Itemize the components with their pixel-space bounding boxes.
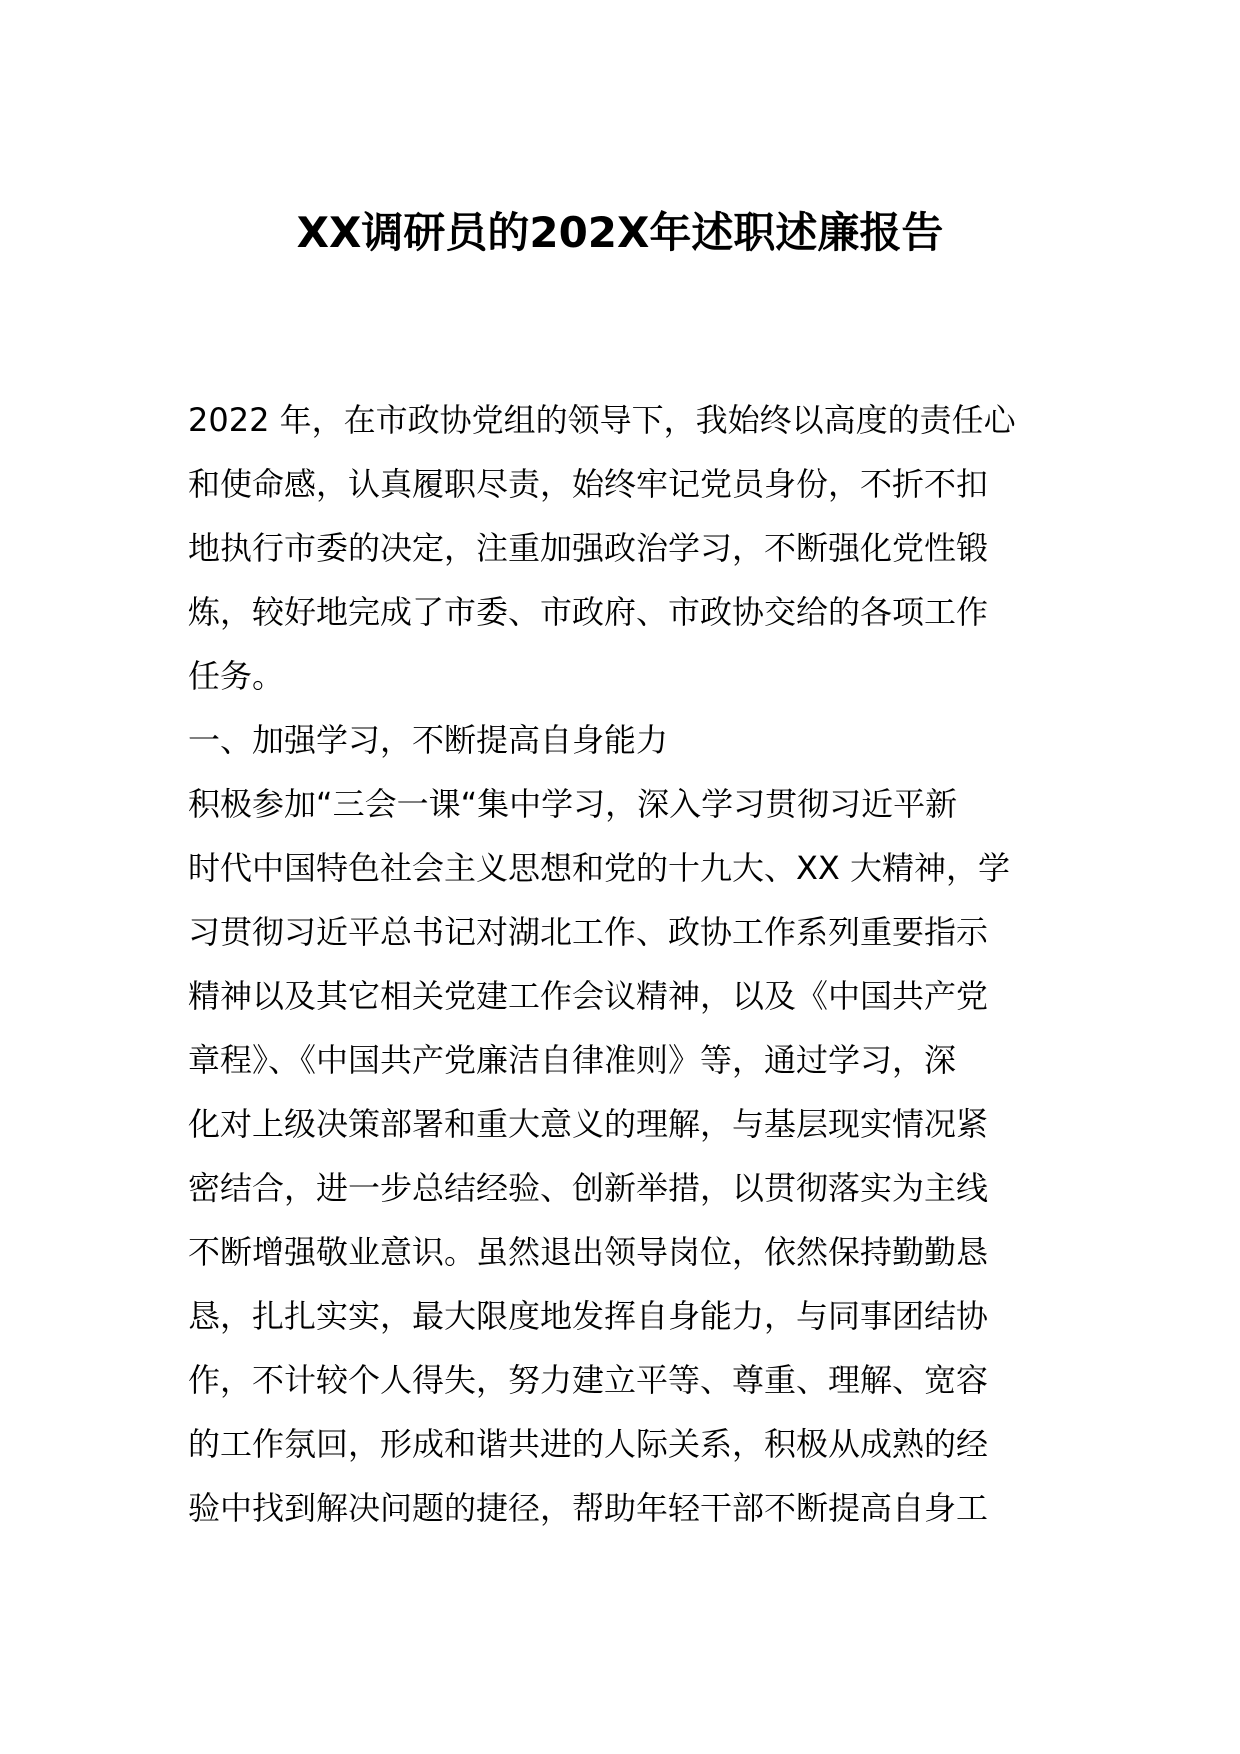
- body-line: 地执行市委的决定，注重加强政治学习，不断强化党性锻: [188, 529, 989, 567]
- body-line: 密结合，进一步总结经验、创新举措，以贯彻落实为主线: [188, 1169, 989, 1207]
- body-line: 炼，较好地完成了市委、市政府、市政协交给的各项工作: [188, 593, 989, 631]
- body-line: 积极参加“三会一课“集中学习，深入学习贯彻习近平新: [188, 785, 958, 823]
- body-line: 时代中国特色社会主义思想和党的十九大、XX 大精神，学: [188, 849, 1011, 887]
- body-line: 任务。: [188, 657, 285, 695]
- body-line: 恳，扎扎实实，最大限度地发挥自身能力，与同事团结协: [188, 1297, 989, 1335]
- document-title: XX调研员的202X年述职述廉报告: [296, 208, 944, 257]
- body-line: 习贯彻习近平总书记对湖北工作、政协工作系列重要指示: [188, 913, 989, 951]
- body-line: 的工作氛回，形成和谐共进的人际关系，积极从成熟的经: [188, 1425, 989, 1463]
- body-line: 不断增强敬业意识。虽然退出领导岗位，依然保持勤勤恳: [188, 1233, 989, 1271]
- body-line: 和使命感，认真履职尽责，始终牢记党员身份，不折不扣: [188, 465, 989, 503]
- body-line: 作，不计较个人得失，努力建立平等、尊重、理解、宽容: [188, 1361, 989, 1399]
- section-heading: 一、加强学习，不断提高自身能力: [188, 721, 669, 759]
- document-body: [188, 388, 1068, 1540]
- body-line: 章程》、《中国共产党廉洁自律准则》等，通过学习，深: [188, 1041, 957, 1079]
- body-line: 验中找到解决问题的捷径，帮助年轻干部不断提高自身工: [188, 1489, 989, 1527]
- body-line: 化对上级决策部署和重大意义的理解，与基层现实情况紧: [188, 1105, 989, 1143]
- body-line: 精神以及其它相关党建工作会议精神，以及《中国共产党: [188, 977, 989, 1015]
- body-line: 2022 年，在市政协党组的领导下，我始终以高度的责任心: [188, 401, 1016, 439]
